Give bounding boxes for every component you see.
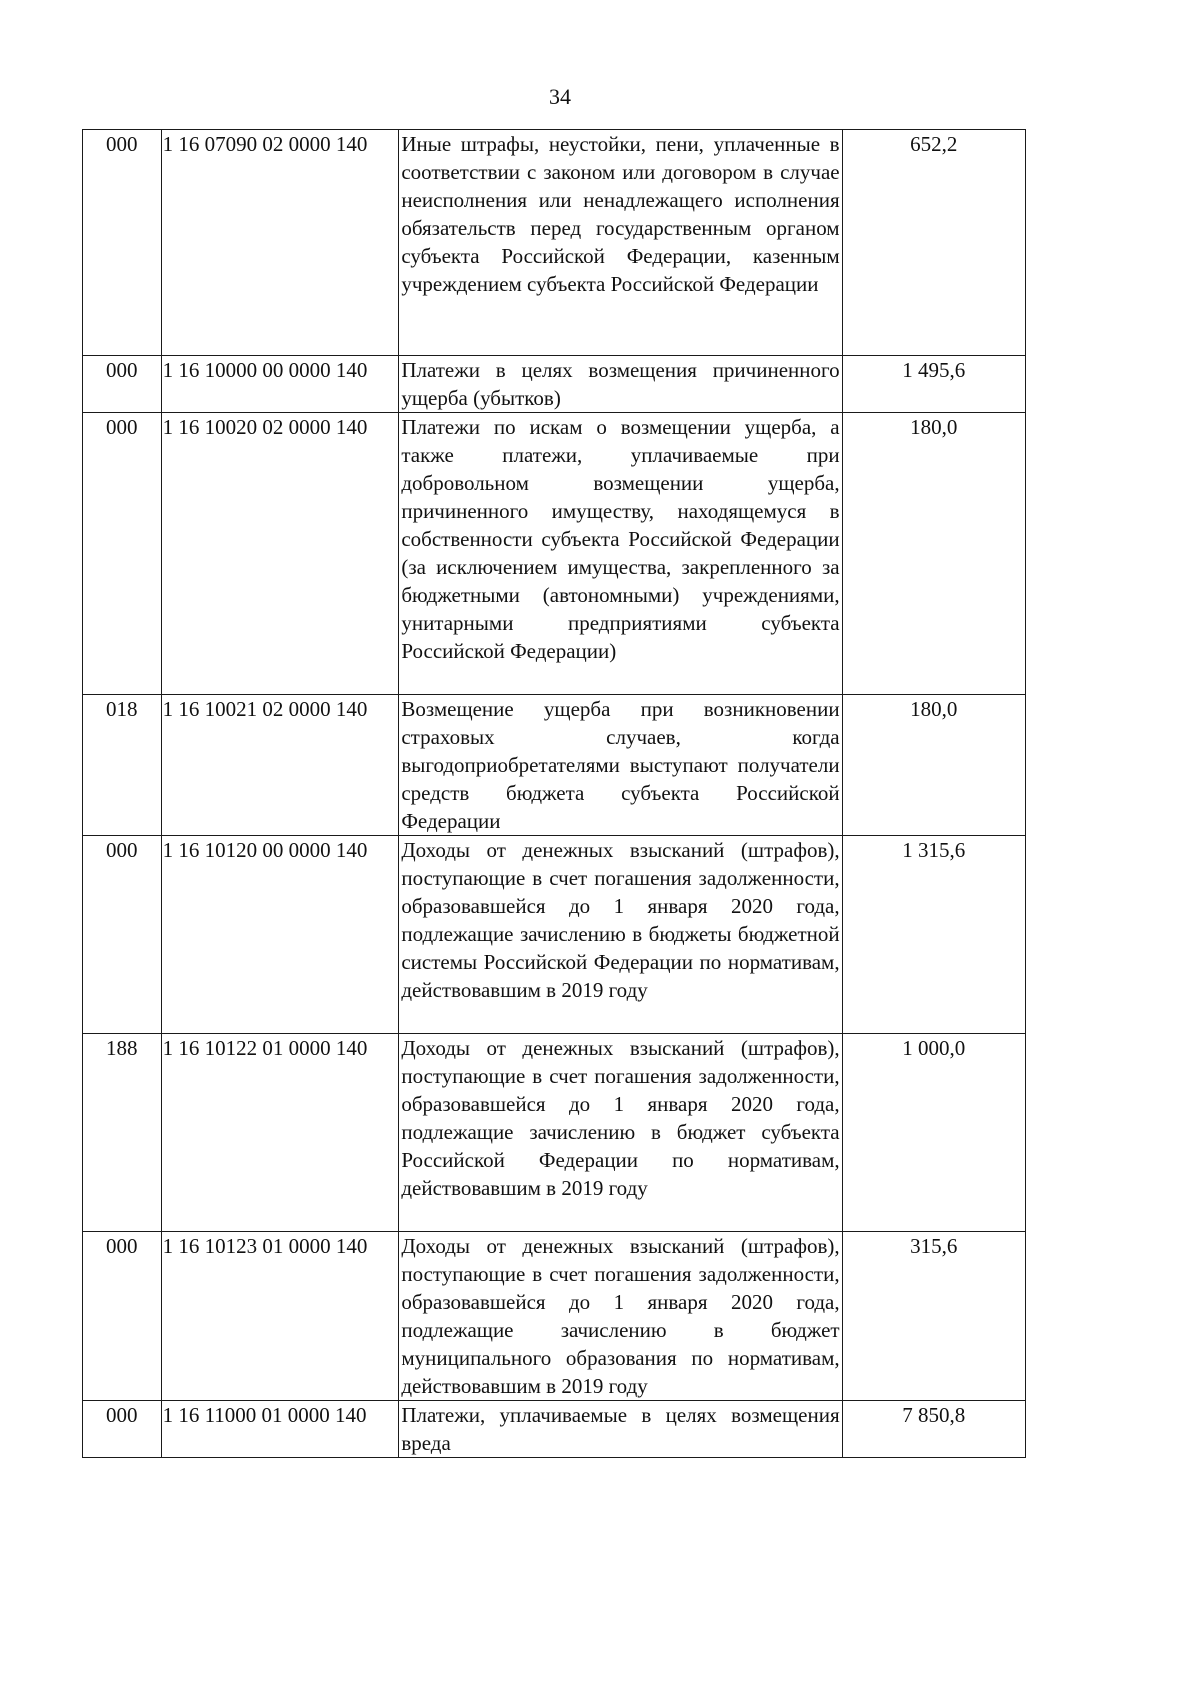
admin-code-cell: 000 xyxy=(83,130,162,356)
table-row xyxy=(83,356,1026,413)
table-row xyxy=(83,413,1026,695)
revenue-name-cell: Платежи по искам о возмещении ущерба, а также платежи, уплачиваемые при добровольном возмещении ущерба, причиненного имуществу, находящемуся в собственности субъекта Российской Федерации (за исключением имущества, закрепленного за бюджетными (автономными) учреждениями, унитарными предприятиями субъекта Российской Федерации) xyxy=(399,413,842,695)
admin-code-cell: 000 xyxy=(83,1401,162,1458)
table-row xyxy=(83,1401,1026,1458)
revenue-name-cell: Платежи в целях возмещения причиненного ущерба (убытков) xyxy=(399,356,842,413)
table-row xyxy=(83,1034,1026,1232)
admin-code-cell: 000 xyxy=(83,836,162,1034)
amount-cell: 652,2 xyxy=(842,130,1025,356)
table-row xyxy=(83,1232,1026,1401)
admin-code-cell: 018 xyxy=(83,695,162,836)
budget-code-cell: 1 16 07090 02 0000 140 xyxy=(161,130,399,356)
revenue-name-cell: Доходы от денежных взысканий (штрафов), поступающие в счет погашения задолженности, образовавшейся до 1 января 2020 года, подлежащие зачислению в бюджеты бюджетной системы Российской Федерации по нормативам, действовавшим в 2019 году xyxy=(399,836,842,1034)
budget-code-cell: 1 16 10020 02 0000 140 xyxy=(161,413,399,695)
revenue-name-cell: Доходы от денежных взысканий (штрафов), поступающие в счет погашения задолженности, образовавшейся до 1 января 2020 года, подлежащие зачислению в бюджет субъекта Российской Федерации по нормативам, действовавшим в 2019 году xyxy=(399,1034,842,1232)
amount-cell: 1 000,0 xyxy=(842,1034,1025,1232)
revenue-name-cell: Иные штрафы, неустойки, пени, уплаченные в соответствии с законом или договором в случае неисполнения или ненадлежащего исполнения обязательств перед государственным органом субъекта Российской Федерации, казенным учреждением субъекта Российской Федерации xyxy=(399,130,842,356)
table-row xyxy=(83,695,1026,836)
table-row xyxy=(83,836,1026,1034)
admin-code-cell: 188 xyxy=(83,1034,162,1232)
revenue-table xyxy=(82,129,1026,1458)
budget-code-cell: 1 16 10123 01 0000 140 xyxy=(161,1232,399,1401)
revenue-name-cell: Возмещение ущерба при возникновении страховых случаев, когда выгодоприобретателями выступают получатели средств бюджета субъекта Российской Федерации xyxy=(399,695,842,836)
admin-code-cell: 000 xyxy=(83,413,162,695)
table-row xyxy=(83,130,1026,356)
amount-cell: 180,0 xyxy=(842,413,1025,695)
amount-cell: 315,6 xyxy=(842,1232,1025,1401)
budget-code-cell: 1 16 10120 00 0000 140 xyxy=(161,836,399,1034)
amount-cell: 7 850,8 xyxy=(842,1401,1025,1458)
amount-cell: 1 495,6 xyxy=(842,356,1025,413)
revenue-name-cell: Доходы от денежных взысканий (штрафов), поступающие в счет погашения задолженности, образовавшейся до 1 января 2020 года, подлежащие зачислению в бюджет муниципального образования по нормативам, действовавшим в 2019 году xyxy=(399,1232,842,1401)
budget-code-cell: 1 16 10122 01 0000 140 xyxy=(161,1034,399,1232)
admin-code-cell: 000 xyxy=(83,356,162,413)
amount-cell: 180,0 xyxy=(842,695,1025,836)
revenue-name-cell: Платежи, уплачиваемые в целях возмещения вреда xyxy=(399,1401,842,1458)
budget-code-cell: 1 16 10000 00 0000 140 xyxy=(161,356,399,413)
admin-code-cell: 000 xyxy=(83,1232,162,1401)
page-number: 34 xyxy=(549,84,571,109)
amount-cell: 1 315,6 xyxy=(842,836,1025,1034)
revenue-table-body xyxy=(83,130,1026,1458)
budget-code-cell: 1 16 10021 02 0000 140 xyxy=(161,695,399,836)
budget-code-cell: 1 16 11000 01 0000 140 xyxy=(161,1401,399,1458)
